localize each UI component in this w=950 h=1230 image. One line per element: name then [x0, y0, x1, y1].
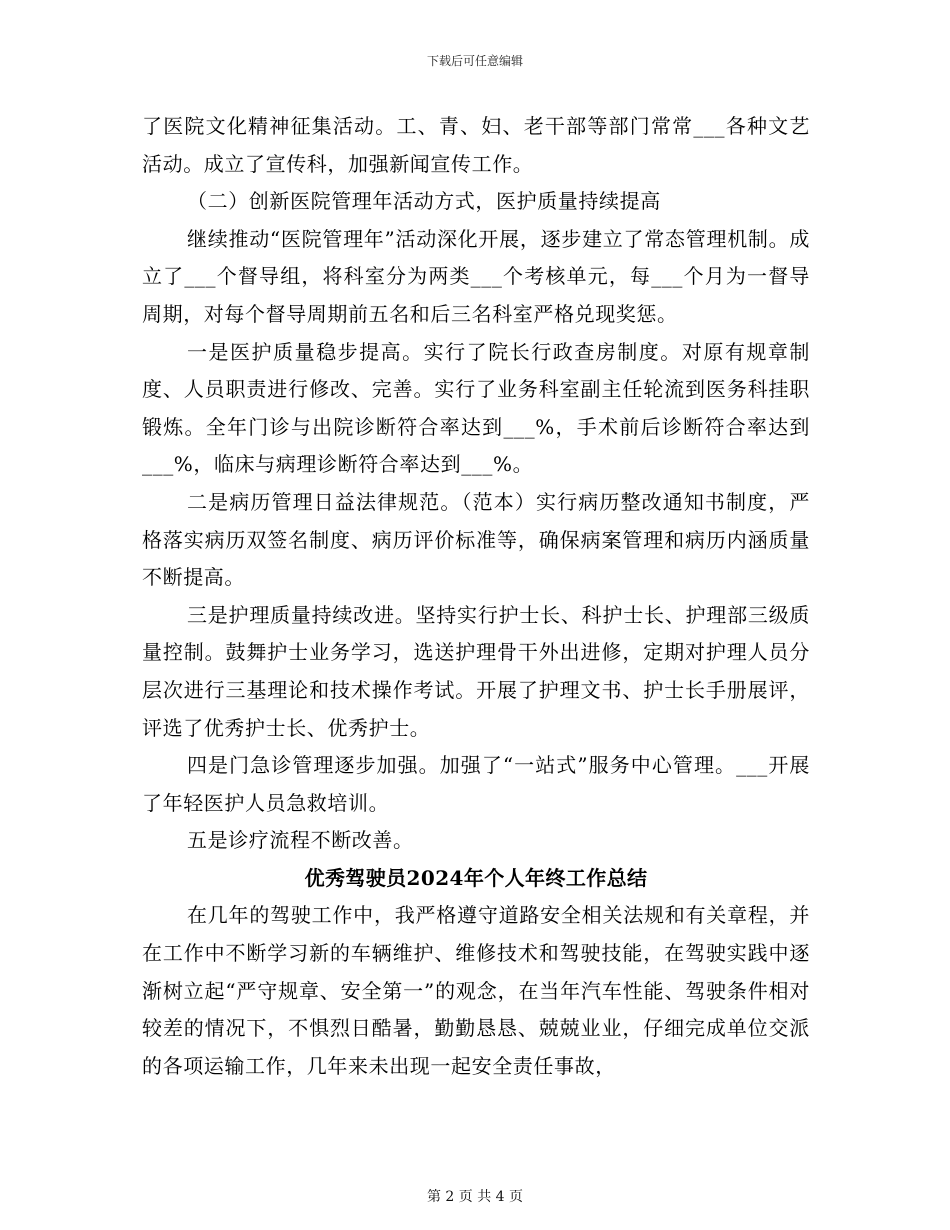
- paragraph: 一是医护质量稳步提高。实行了院长行政查房制度。对原有规章制度、人员职责进行修改、完善。实行了业务科室副主任轮流到医务科挂职锻炼。全年门诊与出院诊断符合率达到___%，手术前后诊断符合率达到___%，临床与病理诊断符合率达到___%。: [142, 339, 810, 477]
- paragraph: 继续推动“医院管理年”活动深化开展，逐步建立了常态管理机制。成立了___个督导组，将科室分为两类___个考核单元，每___个月为一督导周期，对每个督导周期前五名和后三名科室严格兑现奖惩。: [142, 226, 810, 326]
- section-title: 优秀驾驶员2024年个人年终工作总结: [304, 865, 648, 890]
- document-body: [142, 108, 810, 1085]
- page-header: 下载后可任意编辑: [426, 54, 523, 68]
- paragraph: 四是门急诊管理逐步加强。加强了“一站式”服务中心管理。___开展了年轻医护人员急救培训。: [142, 753, 810, 815]
- page-footer: 第 2 页 共 4 页: [426, 1189, 524, 1205]
- paragraph: 五是诊疗流程不断改善。: [187, 828, 414, 853]
- subsection-heading: （二）创新医院管理年活动方式，医护质量持续提高: [187, 189, 661, 214]
- paragraph-continuation: 了医院文化精神征集活动。工、青、妇、老干部等部门常常___各种文艺活动。成立了宣传科，加强新闻宣传工作。: [142, 114, 810, 176]
- paragraph: 三是护理质量持续改进。坚持实行护士长、科护士长、护理部三级质量控制。鼓舞护士业务学习，选送护理骨干外出进修，定期对护理人员分层次进行三基理论和技术操作考试。开展了护理文书、护士长手册展评，评选了优秀护士长、优秀护士。: [142, 602, 810, 740]
- paragraph: 在几年的驾驶工作中，我严格遵守道路安全相关法规和有关章程，并在工作中不断学习新的车辆维护、维修技术和驾驶技能，在驾驶实践中逐渐树立起“严守规章、安全第一”的观念，在当年汽车性能、驾驶条件相对较差的情况下，不惧烈日酷暑，勤勤恳恳、兢兢业业，仔细完成单位交派的各项运输工作，几年来未出现一起安全责任事故，: [142, 903, 810, 1078]
- paragraph: 二是病历管理日益法律规范。（范本）实行病历整改通知书制度，严格落实病历双签名制度、病历评价标准等，确保病案管理和病历内涵质量不断提高。: [142, 489, 810, 590]
